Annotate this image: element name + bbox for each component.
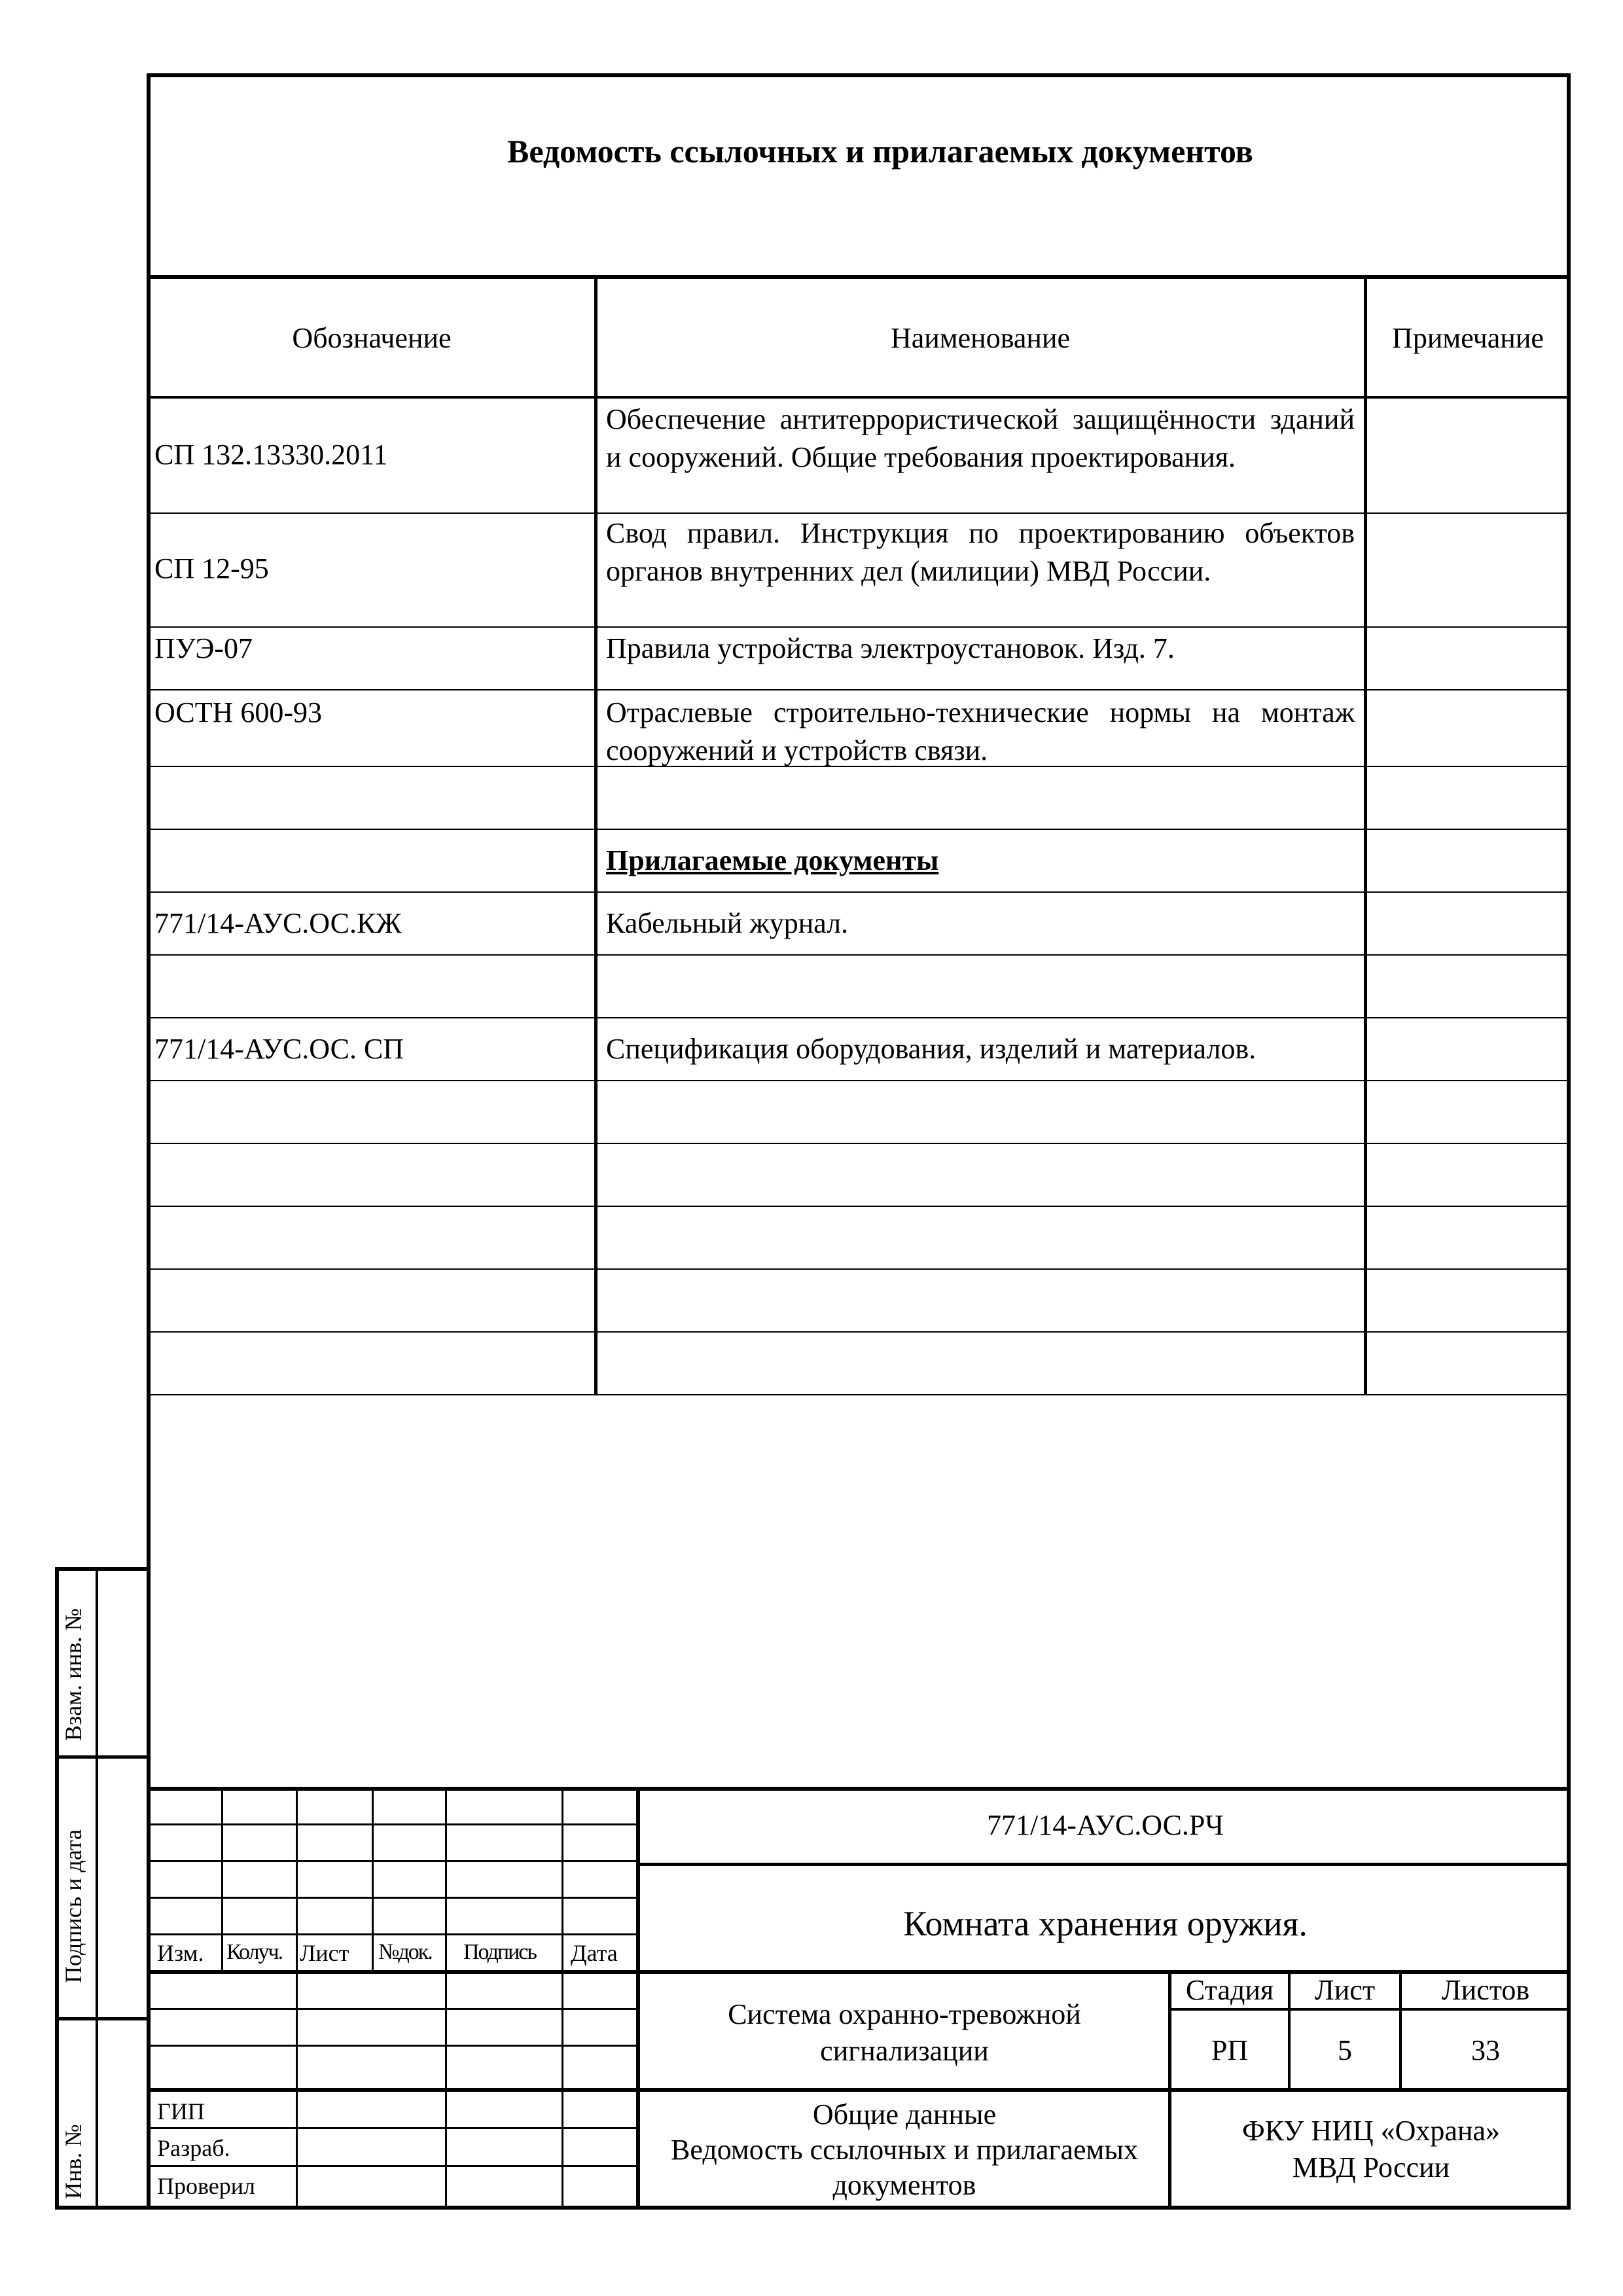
row-designation: СП 132.13330.2011: [154, 439, 388, 471]
page-frame: [147, 73, 1571, 2210]
col-label: Изм.: [157, 1940, 204, 1966]
row-designation: ОСТН 600-93: [154, 696, 322, 728]
col-label: Колуч.: [226, 1940, 283, 1964]
header-name: Наименование: [890, 322, 1071, 354]
section-name: [640, 2097, 1169, 2203]
row-name: Отраслевые строительно-технические нормы на монтаж сооружений и устройств связи.: [606, 696, 1355, 766]
attached-docs-heading: Прилагаемые документы: [606, 844, 939, 876]
system-line: Система охранно-тревожной: [728, 1998, 1081, 2030]
object-name: Комната хранения оружия.: [903, 1904, 1308, 1943]
system-line: сигнализации: [820, 2035, 989, 2067]
col-label: №док.: [378, 1940, 432, 1964]
row-designation: 771/14-АУС.ОС.КЖ: [154, 907, 402, 939]
sheet-value: 5: [1338, 2034, 1352, 2066]
document-code: 771/14-АУС.ОС.РЧ: [986, 1809, 1224, 1841]
stage-label: Стадия: [1185, 1974, 1274, 2006]
inv-no-label: Инв. №: [60, 2124, 86, 2199]
role-checker: Проверил: [157, 2173, 255, 2199]
col-label: Лист: [300, 1940, 349, 1966]
header-note: Примечание: [1392, 322, 1544, 354]
document-title: Ведомость ссылочных и прилагаемых документов: [507, 133, 1253, 170]
role-gip: ГИП: [157, 2098, 205, 2125]
org-line: МВД России: [1292, 2151, 1450, 2183]
row-name: Обеспечение антитеррористической защищённости зданий и сооружений. Общие требования проектирования.: [606, 403, 1355, 473]
sheet-label: Лист: [1314, 1974, 1376, 2006]
section-line: Общие данные: [812, 2098, 997, 2130]
podpis-data-label: Подпись и дата: [60, 1829, 86, 1983]
stage-value: РП: [1211, 2034, 1249, 2066]
sheets-value: 33: [1471, 2034, 1500, 2066]
row-name: Кабельный журнал.: [606, 907, 849, 939]
sheets-label: Листов: [1441, 1974, 1530, 2006]
header-designation: Обозначение: [292, 322, 452, 354]
org-line: ФКУ НИЦ «Охрана»: [1241, 2115, 1501, 2147]
row-name: Спецификация оборудования, изделий и материалов.: [606, 1033, 1257, 1065]
row-designation: ПУЭ-07: [154, 632, 253, 664]
section-line: Ведомость ссылочных и прилагаемых: [671, 2134, 1138, 2166]
col-label: Подпись: [463, 1940, 536, 1964]
system-name: [640, 1996, 1169, 2070]
row-designation: 771/14-АУС.ОС. СП: [154, 1033, 404, 1065]
section-line: документов: [832, 2169, 976, 2201]
row-name: Правила устройства электроустановок. Изд. 7.: [606, 632, 1175, 664]
col-label: Дата: [571, 1940, 618, 1966]
vzam-inv-label: Взам. инв. №: [60, 1608, 86, 1741]
row-designation: СП 12-95: [154, 552, 269, 584]
role-developer: Разраб.: [157, 2135, 230, 2161]
row-name: Свод правил. Инструкция по проектированию объектов органов внутренних дел (милиции) МВД России.: [606, 517, 1355, 587]
organization: [1173, 2113, 1569, 2186]
